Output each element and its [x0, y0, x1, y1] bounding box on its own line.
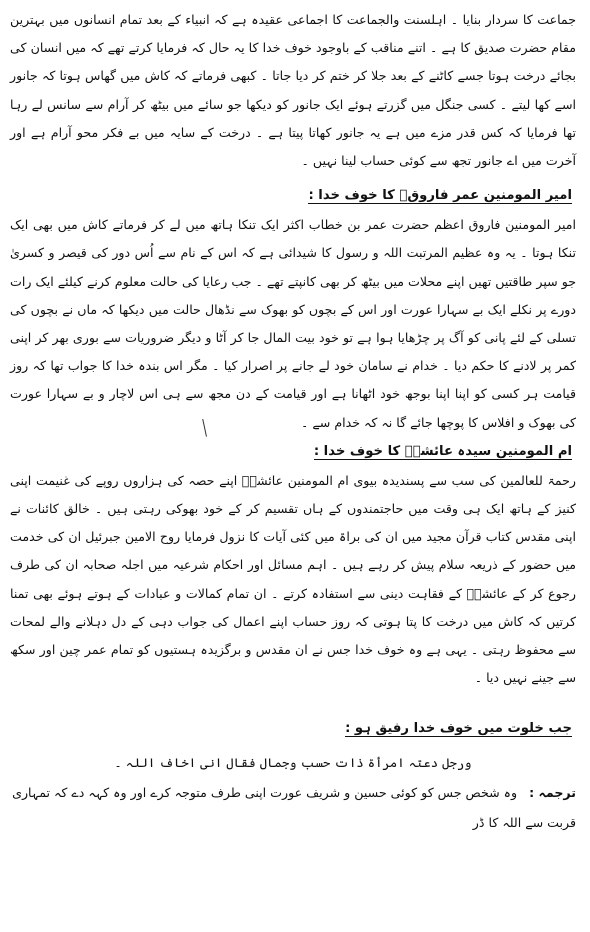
heading-umar: [10, 181, 576, 211]
heading-aisha-text: ام المومنین سیدہ عائشہؓ کا خوف خدا :: [313, 443, 572, 459]
heading-solitude-text: جب خلوت میں خوف خدا رفیق ہو :: [345, 721, 572, 737]
arabic-quote: ورجل دعتہ امرأۃ ذات حسب وجمال فقال انی اخاف اللہ ۔: [114, 755, 472, 771]
paragraph-aisha: رحمۃ للعالمین کی سب سے پسندیدہ بیوی ام المومنین عائشہؓ اپنے حصہ کی ہزاروں روپے کی غنیمت اپنی کنیز کے ہاتھ ایک ہی وقت میں حاجتمندوں کے ہاں تقسیم کر کے خود بھوکی رہتی ہیں ۔ خالق کائنات نے اپنی مقدس کتاب قرآن مجید میں ان کی براۃ میں کئی آیات کا نزول فرمایا روح الامین جبرئیل ان کی خدمت میں حضور کے ذریعہ سلام پیش کر رہے ہیں ۔ اہم مسائل اور احکام شرعیہ میں اجلہ صحابہ ان کی طرف رجوع کر کے عائشہؓ کے فقاہت دینی سے استفادہ کرتے ۔ ان تمام کمالات و عبادات کے ہوتے ہوئے بھی تمنا کرتیں کہ کاش میں درخت کا پتا ہوتی کہ روز حساب اپنے اعمال کی جواب دہی کے دل دہلانے والے لمحات سے محفوظ رہتی ۔ یہی ہے وہ خوف خدا جس نے ان مقدس و برگزیدہ ہستیوں کو تمام عمر چین اور سکھ سے جینے نہیں دیا ۔: [10, 472, 576, 686]
paragraph-intro: جماعت کا سردار بنایا ۔ اہلسنت والجماعت کا اجماعی عقیدہ ہے کہ انبیاء کے بعد تمام انسانوں میں بہترین مقام حضرت صدیق کا ہے ۔ اتنے مناقب کے باوجود خوف خدا کا یہ حال کہ فرمایا کرتے تھے کہ میں انسان کی بجائے درخت ہوتا جسے کاٹنے کے بعد جلا کر ختم کر دیا جاتا ۔ کبھی فرماتے کہ کاش میں گھاس ہوتا کہ جانور اسے کھا لیتے ۔ کسی جنگل میں گزرتے ہوئے ایک جانور کو دیکھا جو سائے میں بیٹھ کر آرام سے سانس لے رہا تھا فرمایا کہ کس قدر مزے میں ہے یہ جانور کھاتا پیتا ہے ۔ درخت کے سایہ میں بے فکر محو آرام ہے اور آخرت میں اے جانور تجھ سے کوئی حساب لینا نہیں ۔: [10, 12, 576, 169]
heading-aisha: [10, 437, 576, 467]
heading-solitude: [10, 714, 576, 744]
paragraph-umar: امیر المومنین فاروق اعظم حضرت عمر بن خطاب اکثر ایک تنکا ہاتھ میں لے کر فرماتے کاش میں بھی ایک تنکا ہوتا ۔ یہ وہ عظیم المرتبت اللہ و رسول کا شیدائی ہے کہ اس کے نام سے اُس دور کی قیصر و کسریٰ جو سپر طاقتیں تھیں اپنے محلات میں بیٹھ کر بھی کانپتے تھے ۔ جب رعایا کی حالت معلوم کرنے کیلئے ایک رات دورے پر نکلے ایک بے سہارا عورت اور اس کے بچوں کو بھوک سے نڈھال حالت میں دیکھا کہ ماں نے بچوں کی تسلی کے لئے پانی کو آگ پر چڑھایا ہوا ہے تو خود بیت المال جا کر آٹا و دیگر ضروریات سے بوری بھر کر اپنی کمر پر لادنے کا حکم دیا ۔ خدام نے سامان خود لے جانے پر اصرار کیا ۔ مگر اس بندہ خدا کا جواب تھا کہ روز قیامت ہر کسی کو اپنا اپنا بوجھ خود اٹھانا ہے اور قیامت کے دن مجھ سے ہی اس لاچار و بے سہارا عورت کی بھوک و افلاس کا پوچھا جائے گا نہ کہ خدام سے ۔: [10, 217, 576, 430]
heading-umar-text: امیر المومنین عمر فاروقؓ کا خوف خدا :: [308, 188, 572, 204]
translation-text: وہ شخص جس کو کوئی حسین و شریف عورت اپنی طرف متوجہ کرے اور وہ کہہ دے کہ تمہاری قربت سے اللہ کا ڈر: [12, 785, 576, 831]
translation-label: ترجمہ :: [529, 785, 576, 801]
translation-line: [10, 778, 576, 838]
